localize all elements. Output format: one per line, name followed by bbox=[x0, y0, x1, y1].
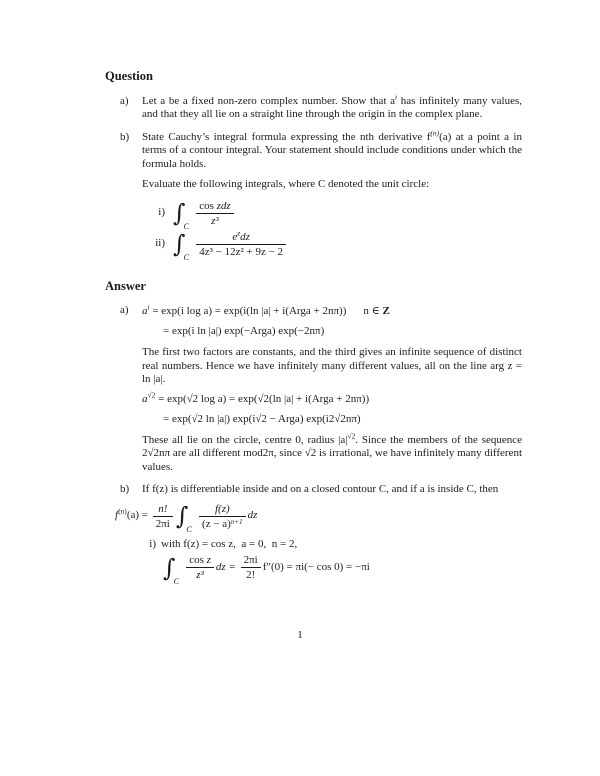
integral-i-row bbox=[142, 199, 522, 231]
case-i-label: i) bbox=[149, 537, 156, 550]
answer-a-content bbox=[142, 304, 522, 474]
fraction bbox=[186, 554, 214, 581]
question-b-text-pre: State Cauchy’s integral formula expressing the nth derivative f bbox=[142, 130, 431, 143]
integral-sign: $\int_C$ bbox=[163, 553, 180, 586]
fraction-denominator: 4z³ − 12z² + 9z − 2 bbox=[196, 244, 286, 258]
superscript-sqrt2: √2 bbox=[347, 431, 356, 440]
question-item-a bbox=[120, 92, 522, 122]
membership-condition: n ∈ Z bbox=[363, 305, 390, 317]
answer-b-content bbox=[115, 483, 522, 586]
fraction-denominator: 2! bbox=[241, 567, 261, 581]
answer-item-b bbox=[115, 483, 522, 586]
integral-subscript: C bbox=[173, 575, 180, 586]
question-a-text bbox=[142, 92, 522, 122]
fraction bbox=[199, 503, 246, 530]
question-a-text-pre: Let a be a fixed non-zero complex number. Show that a bbox=[142, 94, 396, 107]
superscript-n-plus-1: n+1 bbox=[230, 517, 243, 526]
fraction-denominator: 2πi bbox=[153, 516, 173, 530]
formula-mid: dz = bbox=[215, 560, 239, 573]
fraction-numerator: $e^zdz$ bbox=[232, 228, 250, 243]
question-item-b bbox=[120, 128, 522, 262]
superscript-i: i bbox=[395, 92, 398, 101]
superscript-n: (n) bbox=[118, 506, 127, 516]
fraction bbox=[241, 554, 261, 581]
fraction bbox=[153, 503, 173, 530]
integral-subscript: C bbox=[186, 524, 193, 534]
case-i-text: with f(z) = cos z, a = 0, n = 2, bbox=[161, 537, 298, 550]
case-i-formula-row bbox=[162, 553, 522, 586]
integers-symbol: Z bbox=[382, 305, 390, 317]
fraction-numerator: f(z) bbox=[214, 502, 230, 515]
fraction bbox=[196, 200, 233, 227]
integral-i-label: i) bbox=[158, 206, 165, 219]
answer-item-a bbox=[120, 304, 522, 474]
question-heading: Question bbox=[105, 69, 153, 83]
formula-tail: f″(0) = πi(− cos 0) = −πi bbox=[262, 560, 370, 573]
answer-heading: Answer bbox=[105, 278, 146, 293]
answer-a-para2-pre: These all lie on the circle, centre 0, radius |a| bbox=[142, 433, 348, 446]
case-i-row bbox=[142, 538, 522, 552]
item-label-b: b) bbox=[120, 130, 130, 143]
answer-a-para2 bbox=[142, 431, 523, 475]
integral-subscript: C bbox=[183, 252, 190, 262]
question-b-text bbox=[142, 128, 522, 172]
item-label-a: a) bbox=[120, 94, 129, 107]
superscript-z: z bbox=[237, 228, 241, 237]
fraction-numerator: cos zdz bbox=[199, 199, 231, 212]
integral-subscript: C bbox=[183, 221, 190, 231]
cauchy-formula-row bbox=[115, 502, 522, 534]
fraction-denominator: z³ bbox=[196, 213, 233, 227]
page-number: 1 bbox=[297, 629, 303, 641]
question-b-content bbox=[142, 128, 522, 262]
integral-sign: $\int_C$ bbox=[175, 502, 193, 534]
integral-sign: $\int_C$ bbox=[173, 199, 190, 231]
math-line-a1: $a^i = \exp(i$ log a) = exp(i(ln |a| + i(Arga + 2nπ)) n ∈ Z bbox=[142, 302, 390, 317]
math-line-a3: $a^{√2} = \exp(√2$ log a) = exp(√2(ln |a| + i(Arga + 2nπ)) bbox=[142, 390, 370, 405]
superscript-i: i bbox=[147, 302, 150, 312]
question-a-text-post: has infinitely many values, and that they all lie on a straight line through the origin in the complex plane. bbox=[142, 94, 522, 120]
item-label-a: a) bbox=[120, 304, 129, 316]
math-line-a4: = exp(√2 ln |a|) exp(i√2 − Arga) exp(i2√2nπ) bbox=[163, 412, 361, 425]
fraction-denominator: $(z - a)^{n+1}$ bbox=[199, 516, 246, 530]
fraction-numerator: cos z bbox=[189, 554, 211, 566]
superscript-sqrt2: √2 bbox=[147, 390, 156, 399]
superscript-n: (n) bbox=[430, 128, 440, 137]
integral-ii-label: ii) bbox=[155, 237, 165, 250]
answer-a-para1: The first two factors are constants, and the third gives an infinite sequence of distinct real numbers. Hence we have infinitely many different values, all on the line arg z = ln |a|. bbox=[142, 346, 522, 385]
fraction-denominator: z³ bbox=[186, 567, 214, 581]
fraction-numerator: 2πi bbox=[243, 554, 258, 566]
answer-b-text: If f(z) is differentiable inside and on a closed contour C, and if a is inside C, then bbox=[142, 483, 499, 495]
fraction bbox=[196, 228, 286, 258]
integral-ii-row bbox=[142, 228, 522, 262]
evaluate-text: Evaluate the following integrals, where C denoted the unit circle: bbox=[142, 178, 430, 190]
formula-tail: dz bbox=[247, 509, 258, 522]
answer-a-para2-post: . Since the members of the sequence 2√2nπ are all different mod2π, since √2 is irrational, we have infinitely many different values. bbox=[142, 433, 523, 473]
integral-sign: $\int_C$ bbox=[173, 230, 190, 262]
fraction-numerator: n! bbox=[158, 502, 168, 515]
math-line-a2: = exp(i ln |a|) exp(−Arga) exp(−2nπ) bbox=[163, 325, 325, 337]
question-b-text-post: (a) at a point a in terms of a contour integral. Your statement should include conditions under which the formula holds. bbox=[142, 130, 522, 170]
item-label-b: b) bbox=[120, 483, 130, 495]
formula-lhs: $f^{(n)}(a)$ = bbox=[115, 506, 151, 522]
question-a-content bbox=[142, 92, 522, 122]
